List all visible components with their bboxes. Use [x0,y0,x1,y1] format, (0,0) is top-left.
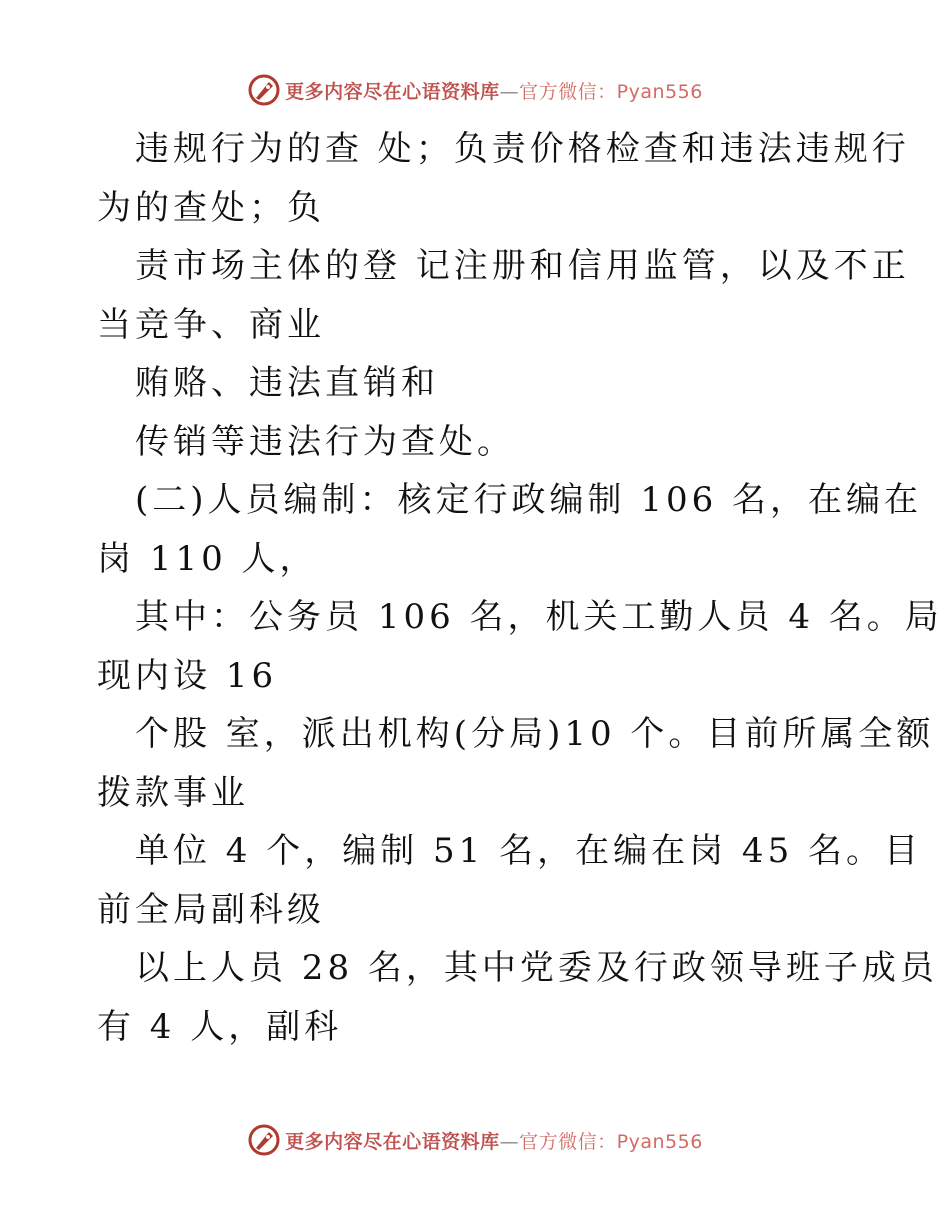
body-line: 现内设 16 [97,655,278,696]
body-line: 责市场主体的登 记注册和信用监管，以及不正 [135,246,910,286]
body-line: (二)人员编制：核定行政编制 106 名，在编在 [135,480,923,520]
header-banner [0,70,950,110]
banner-wechat: 官方微信：Pyan556 [519,80,703,103]
banner-text [285,1127,703,1154]
body-line: 岗 110 人， [97,538,318,579]
body-line: 单位 4 个，编制 51 名，在编在岗 45 名。目 [135,831,923,871]
body-line: 为的查处；负 [97,187,325,228]
body-line: 违规行为的查 处；负责价格检查和违法违规行 [135,129,910,169]
body-line: 其中：公务员 106 名，机关工勤人员 4 名。局 [135,597,943,637]
body-line: 以上人员 28 名，其中党委及行政领导班子成员 [135,948,938,988]
banner-brand: 更多内容尽在心语资料库 [285,1130,500,1153]
body-line: 个股 室，派出机构(分局)10 个。目前所属全额 [135,714,935,754]
banner-text [285,77,703,104]
body-line: 有 4 人，副科 [97,1006,343,1047]
body-line: 当竞争、商业 [97,304,325,345]
body-line: 传销等违法行为查处。 [135,421,515,462]
body-line: 拨款事业 [97,772,249,813]
banner-dash: — [499,1130,520,1153]
footer-banner [0,1120,950,1160]
banner-brand: 更多内容尽在心语资料库 [285,80,500,103]
body-line: 贿赂、违法直销和 [135,363,439,403]
banner-dash: — [499,80,520,103]
document-body [97,120,943,1056]
banner-wechat: 官方微信：Pyan556 [519,1130,703,1153]
pen-nib-icon [247,73,281,107]
pen-nib-icon [247,1123,281,1157]
body-line: 前全局副科级 [97,889,325,930]
